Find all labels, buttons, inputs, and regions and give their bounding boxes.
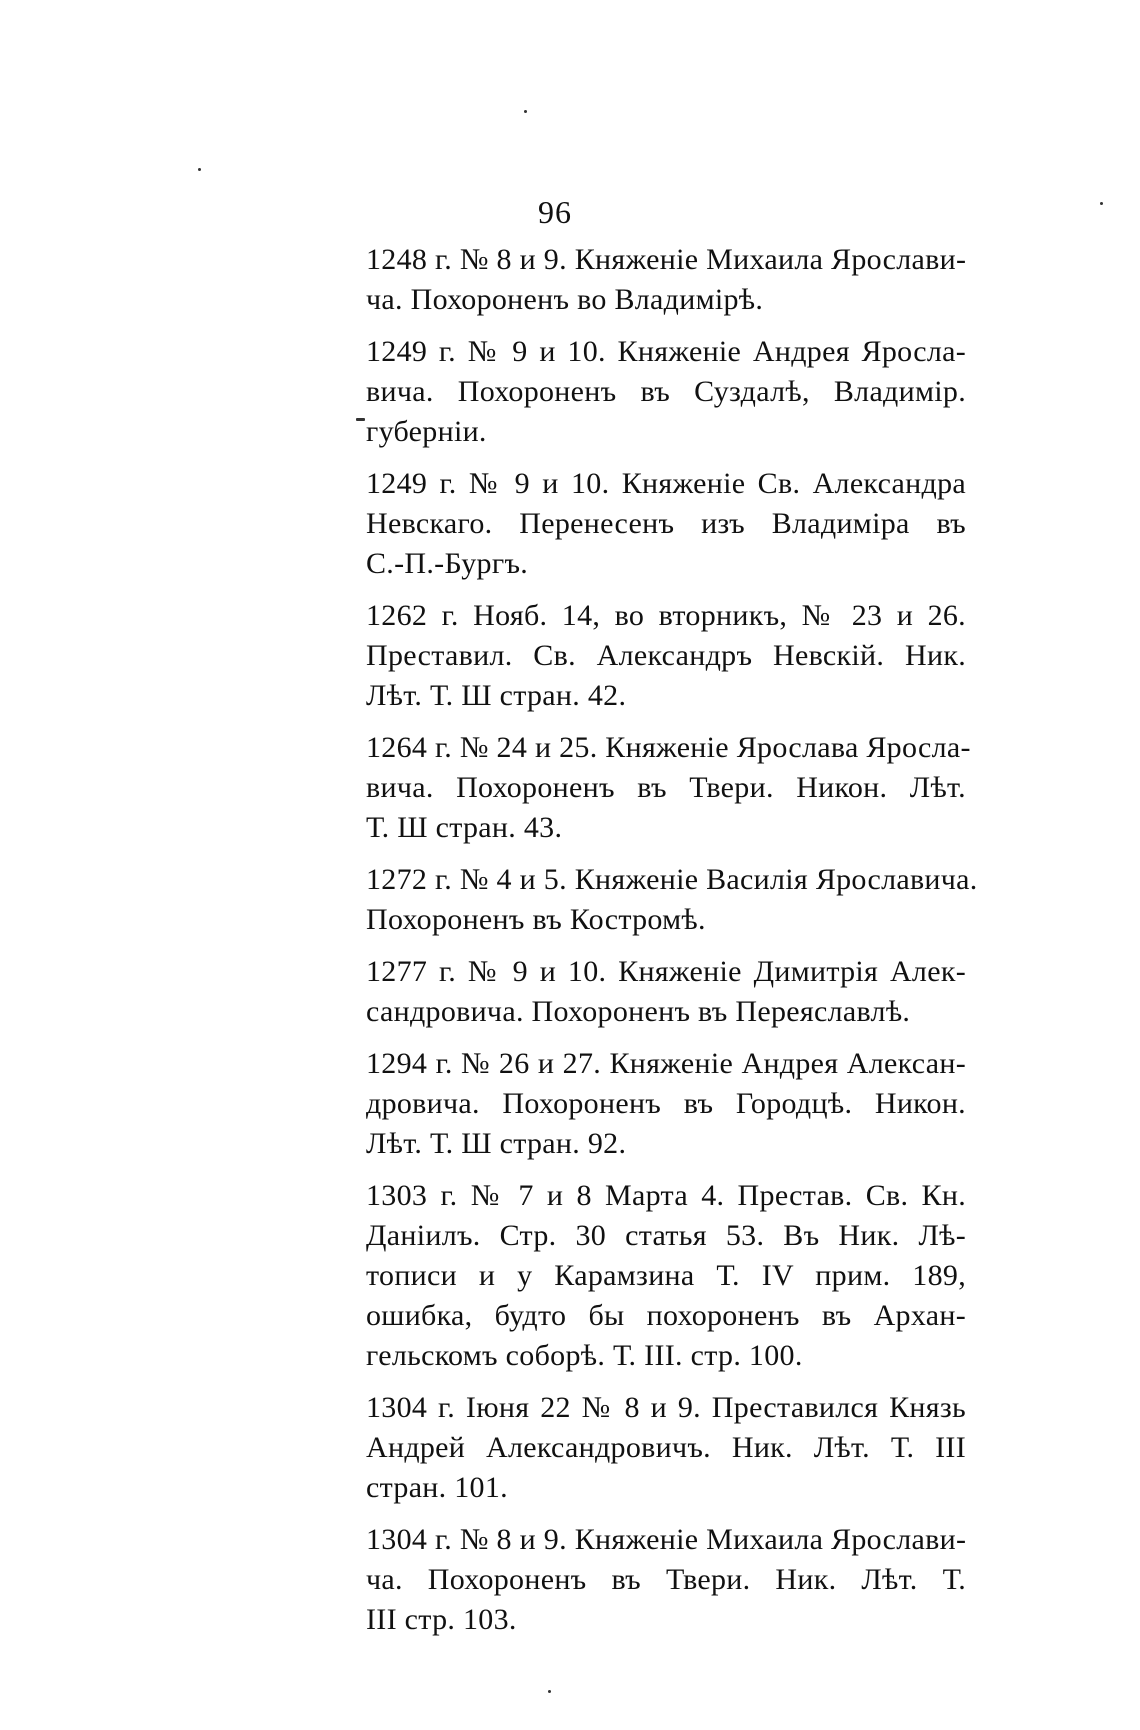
entry-line: дровича. Похороненъ въ Городцѣ. Никон. <box>366 1087 966 1120</box>
entry-line: сандровича. Похороненъ въ Переяславлѣ. <box>366 995 911 1028</box>
chronicle-entry <box>366 332 966 452</box>
entry-line: С.-П.-Бургъ. <box>366 547 529 580</box>
entry-line: тописи и у Карамзина Т. IV прим. 189, <box>366 1259 966 1292</box>
chronicle-entry <box>366 1044 966 1164</box>
entry-line: Невскаго. Перенесенъ изъ Владиміра въ <box>366 507 966 540</box>
entry-line: стран. 101. <box>366 1471 508 1504</box>
entry-line: 1303 г. № 7 и 8 Марта 4. Престав. Св. Кн. <box>366 1179 966 1212</box>
entry-line: 1262 г. Нояб. 14, во вторникъ, № 23 и 26. <box>366 599 966 632</box>
entry-line: Лѣт. Т. Ш стран. 92. <box>366 1127 627 1160</box>
entry-line: губерніи. <box>366 415 487 448</box>
chronicle-entry <box>366 596 966 716</box>
entry-line: Преставил. Св. Александръ Невскій. Ник. <box>366 639 966 672</box>
chronicle-entry <box>366 1388 966 1508</box>
chronicle-entry <box>366 860 978 940</box>
entry-line: вича. Похороненъ въ Твери. Никон. Лѣт. <box>366 771 966 804</box>
entry-line: Т. Ш стран. 43. <box>366 811 563 844</box>
chronicle-entry <box>366 728 971 848</box>
entry-line: 1249 г. № 9 и 10. Княженіе Св. Александра <box>366 467 966 500</box>
chronicle-entry <box>366 952 966 1032</box>
entry-line: Андрей Александровичъ. Ник. Лѣт. Т. III <box>366 1431 966 1464</box>
print-speck <box>1100 202 1103 205</box>
entry-line: гельскомъ соборѣ. Т. III. стр. 100. <box>366 1339 803 1372</box>
chronicle-entries <box>366 240 978 1652</box>
page-number: 96 <box>538 194 572 230</box>
entry-line: 1264 г. № 24 и 25. Княженіе Ярослава Яросла- <box>366 731 971 764</box>
entry-line: ча. Похороненъ въ Твери. Ник. Лѣт. Т. <box>366 1563 966 1596</box>
chronicle-entry <box>366 1520 966 1640</box>
print-speck <box>356 418 365 421</box>
entry-line: 1248 г. № 8 и 9. Княженіе Михаила Ярослави- <box>366 243 967 276</box>
entry-line: 1294 г. № 26 и 27. Княженіе Андрея Алексан- <box>366 1047 966 1080</box>
print-speck <box>198 168 201 171</box>
entry-line: Похороненъ въ Костромѣ. <box>366 903 706 936</box>
chronicle-entry <box>366 1176 966 1376</box>
print-speck <box>524 110 527 113</box>
entry-line: Даніилъ. Стр. 30 статья 53. Въ Ник. Лѣ- <box>366 1219 966 1252</box>
entry-line: 1272 г. № 4 и 5. Княженіе Василія Ярославича. <box>366 863 978 896</box>
print-speck <box>548 1690 551 1693</box>
chronicle-entry <box>366 240 966 320</box>
entry-line: 1249 г. № 9 и 10. Княженіе Андрея Яросла- <box>366 335 966 368</box>
entry-line: ошибка, будто бы похороненъ въ Архан- <box>366 1299 966 1332</box>
chronicle-entry <box>366 464 966 584</box>
entry-line: 1304 г. Іюня 22 № 8 и 9. Преставился Князь <box>366 1391 966 1424</box>
entry-line: 1277 г. № 9 и 10. Княженіе Димитрія Алек- <box>366 955 966 988</box>
entry-line: ча. Похороненъ во Владимірѣ. <box>366 283 764 316</box>
entry-line: III стр. 103. <box>366 1603 517 1636</box>
entry-line: вича. Похороненъ въ Суздалѣ, Владимір. <box>366 375 966 408</box>
entry-line: Лѣт. Т. Ш стран. 42. <box>366 679 627 712</box>
entry-line: 1304 г. № 8 и 9. Княженіе Михаила Ярослави- <box>366 1523 967 1556</box>
